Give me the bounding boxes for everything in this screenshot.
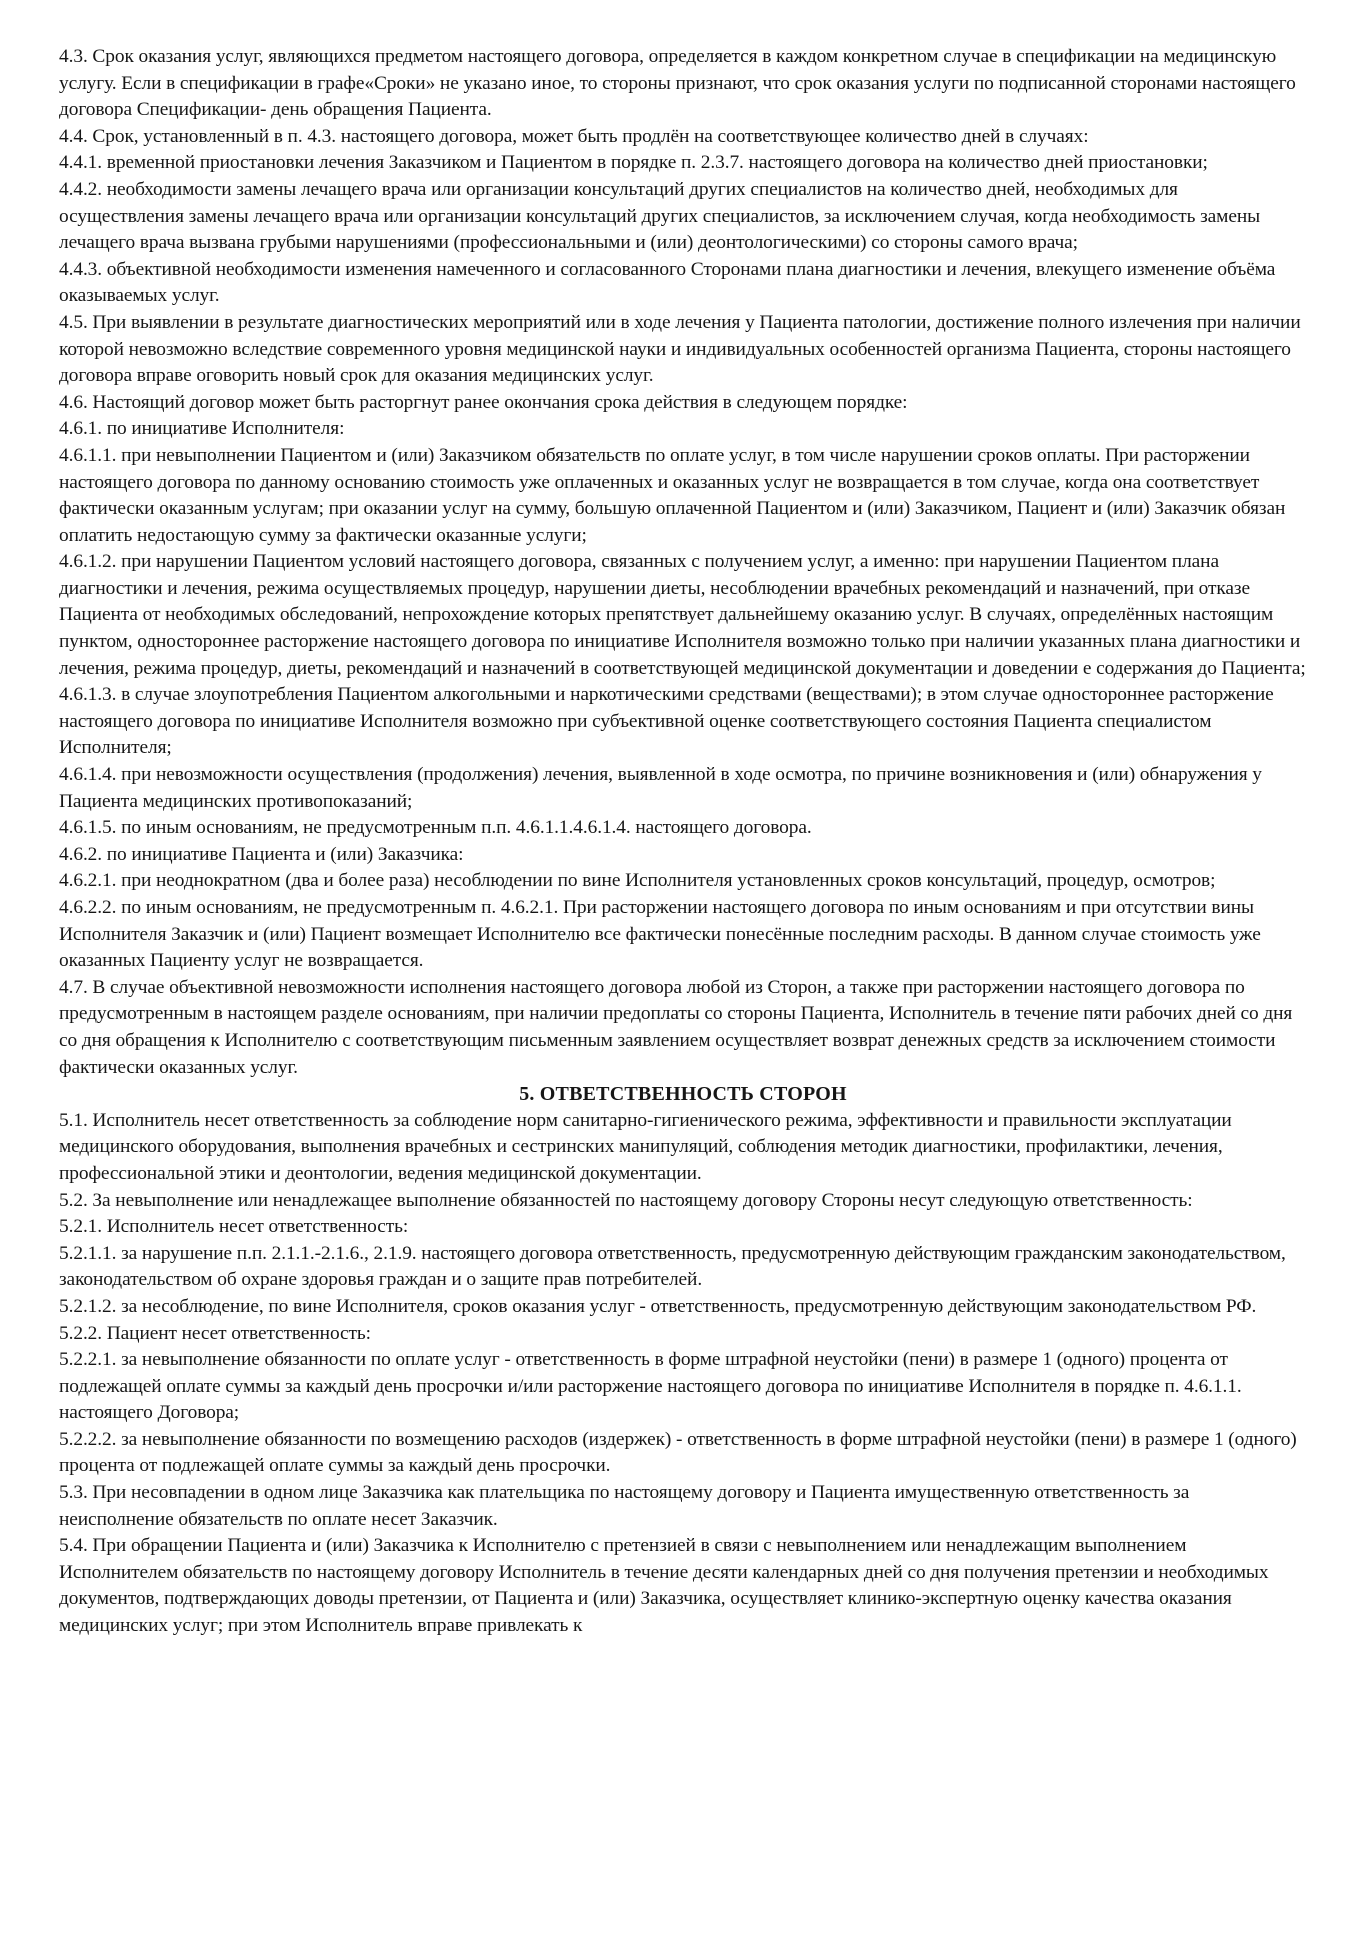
clause-4-5: 4.5. При выявлении в результате диагностических мероприятий или в ходе лечения у Пациента патологии, достижение полного излечения при наличии которой невозможно вследствие современного уровня медицинской науки и индивидуальных особенностей организма Пациента, стороны настоящего договора вправе оговорить новый срок для оказания медицинских услуг.: [59, 311, 1301, 387]
document-page: [59, 44, 1307, 1640]
clause-4-4-2: 4.4.2. необходимости замены лечащего врача или организации консультаций других специалистов на количество дней, необходимых для осуществления замены лечащего врача или организации консультаций других специалистов, за исключением случая, когда необходимость замены лечащего врача вызвана грубыми нарушениями (профессиональными и (или) деонтологическими) со стороны самого врача;: [59, 178, 1261, 254]
clause-5-2-1-2: 5.2.1.2. за несоблюдение, по вине Исполнителя, сроков оказания услуг - ответственность, предусмотренную действующим законодательством РФ.: [59, 1295, 1257, 1317]
section-heading: 5. ОТВЕТСТВЕННОСТЬ СТОРОН: [519, 1083, 847, 1106]
clause-4-4: 4.4. Срок, установленный в п. 4.3. настоящего договора, может быть продлён на соответствующее количество дней в случаях:: [59, 125, 1089, 147]
clause-5-2-1: 5.2.1. Исполнитель несет ответственность:: [59, 1216, 409, 1238]
clause-5-3: 5.3. При несовпадении в одном лице Заказчика как плательщика по настоящему договору и Пациента имущественную ответственность за неисполнение обязательств по оплате несет Заказчик.: [59, 1482, 1190, 1530]
clause-4-4-3: 4.4.3. объективной необходимости изменения намеченного и согласованного Сторонами плана диагностики и лечения, влекущего изменение объёма оказываемых услуг.: [59, 258, 1276, 307]
clause-4-6-2-1: 4.6.2.1. при неоднократном (два и более раза) несоблюдении по вине Исполнителя установленных сроков консультаций, процедур, осмотров;: [59, 870, 1216, 892]
clause-4-6-1-3: 4.6.1.3. в случае злоупотребления Пациентом алкогольными и наркотическими средствами (веществами); в этом случае одностороннее расторжение настоящего договора по инициативе Исполнителя возможно при субъективной оценке соответствующего состояния Пациента специалистом Исполнителя;: [59, 684, 1274, 759]
clause-4-6-2-2: 4.6.2.2. по иным основаниям, не предусмотренным п. 4.6.2.1. При расторжении настоящего договора по иным основаниям и при отсутствии вины Исполнителя Заказчик и (или) Пациент возмещает Исполнителю все фактически понесённые последним расходы. В данном случае стоимость уже оказанных Пациенту услуг не возвращается.: [59, 897, 1261, 972]
clause-4-6-1-5: 4.6.1.5. по иным основаниям, не предусмотренным п.п. 4.6.1.1.4.6.1.4. настоящего договора.: [59, 817, 812, 839]
clause-5-2-2-2: 5.2.2.2. за невыполнение обязанности по возмещению расходов (издержек) - ответственность в форме штрафной неустойки (пени) в размере 1 (одного) процента от подлежащей оплате суммы за каждый день просрочки.: [59, 1428, 1297, 1477]
clause-4-7: 4.7. В случае объективной невозможности исполнения настоящего договора любой из Сторон, а также при расторжении настоящего договора по предусмотренным в настоящем разделе основаниям, при наличии предоплаты со стороны Пациента, Исполнитель в течение пяти рабочих дней со дня со дня обращения к Исполнителю с соответствующим письменным заявлением осуществляет возврат денежных средств за исключением стоимости фактически оказанных услуг.: [59, 976, 1293, 1078]
clause-4-6-1-4: 4.6.1.4. при невозможности осуществления (продолжения) лечения, выявленной в ходе осмотра, по причине возникновения и (или) обнаружения у Пациента медицинских противопоказаний;: [59, 764, 1262, 812]
clause-4-6-2: 4.6.2. по инициативе Пациента и (или) Заказчика:: [59, 843, 464, 865]
clause-4-3: 4.3. Срок оказания услуг, являющихся предметом настоящего договора, определяется в каждом конкретном случае в спецификации на медицинскую услугу. Если в спецификации в графе«Сроки» не указано иное, то стороны признают, что срок оказания услуги по подписанной сторонами настоящего договора Спецификации- день обращения Пациента.: [59, 46, 1296, 121]
clause-5-1: 5.1. Исполнитель несет ответственность за соблюдение норм санитарно-гигиенического режима, эффективности и правильности эксплуатации медицинского оборудования, выполнения врачебных и сестринских манипуляций, соблюдения методик диагностики, профилактики, лечения, профессиональной этики и деонтологии, ведения медицинской документации.: [59, 1109, 1232, 1184]
clause-4-6-1-2: 4.6.1.2. при нарушении Пациентом условий настоящего договора, связанных с получением услуг, а именно: при нарушении Пациентом плана диагностики и лечения, режима осуществляемых процедур, нарушении диеты, несоблюдении врачебных рекомендаций и назначений, при отказе Пациента от необходимых обследований, непрохождение которых препятствует дальнейшему оказанию услуг. В случаях, определённых настоящим пунктом, одностороннее расторжение настоящего договора по инициативе Исполнителя возможно только при наличии указанных плана диагностики и лечения, режима процедур, диеты, рекомендаций и назначений в соответствующей медицинской документации и доведении е содержания до Пациента;: [59, 551, 1306, 679]
clause-4-4-1: 4.4.1. временной приостановки лечения Заказчиком и Пациентом в порядке п. 2.3.7. настоящего договора на количество дней приостановки;: [59, 152, 1208, 174]
clause-5-2: 5.2. За невыполнение или ненадлежащее выполнение обязанностей по настоящему договору Стороны несут следующую ответственность:: [59, 1189, 1193, 1211]
clause-5-2-2-1: 5.2.2.1. за невыполнение обязанности по оплате услуг - ответственность в форме штрафной неустойки (пени) в размере 1 (одного) процента от подлежащей оплате суммы за каждый день просрочки и/или расторжение настоящего договора по инициативе Исполнителя в порядке п. 4.6.1.1. настоящего Договора;: [59, 1349, 1242, 1424]
clause-4-6: 4.6. Настоящий договор может быть расторгнут ранее окончания срока действия в следующем порядке:: [59, 391, 908, 413]
clause-5-2-2: 5.2.2. Пациент несет ответственность:: [59, 1322, 371, 1344]
clause-5-2-1-1: 5.2.1.1. за нарушение п.п. 2.1.1.-2.1.6., 2.1.9. настоящего договора ответственность, предусмотренную действующим гражданским законодательством, законодательством об охране здоровья граждан и о защите прав потребителей.: [59, 1242, 1286, 1291]
clause-5-4: 5.4. При обращении Пациента и (или) Заказчика к Исполнителю с претензией в связи с невыполнением или ненадлежащим выполнением Исполнителем обязательств по настоящему договору Исполнитель в течение десяти календарных дней со дня получения претензии и необходимых документов, подтверждающих доводы претензии, от Пациента и (или) Заказчика, осуществляет клинико-экспертную оценку качества оказания медицинских услуг; при этом Исполнитель вправе привлекать к: [59, 1535, 1269, 1637]
clause-4-6-1-1: 4.6.1.1. при невыполнении Пациентом и (или) Заказчиком обязательств по оплате услуг, в том числе нарушении сроков оплаты. При расторжении настоящего договора по данному основанию стоимость уже оплаченных и оказанных услуг не возвращается в том случае, когда она соответствует фактически оказанным услугам; при оказании услуг на сумму, большую оплаченной Пациентом и (или) Заказчиком, Пациент и (или) Заказчик обязан оплатить недостающую сумму за фактически оказанные услуги;: [59, 444, 1286, 546]
clause-4-6-1: 4.6.1. по инициативе Исполнителя:: [59, 418, 345, 440]
